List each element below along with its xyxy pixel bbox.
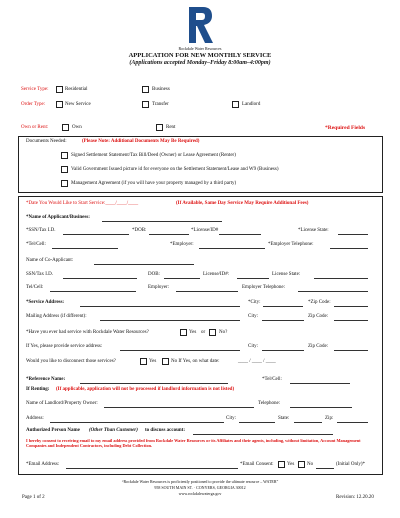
prior-service-label: *Have you ever had service with Rockdale Water Resources? — [26, 330, 149, 335]
email-consent-yes-label: Yes — [287, 462, 295, 467]
business-label: Business — [152, 87, 170, 92]
landlord-label: Landlord — [242, 102, 261, 107]
mailing-zip-input[interactable] — [334, 320, 368, 321]
coapplicant-name-input[interactable] — [94, 264, 194, 265]
authorized-paren: (Other Than Customer) — [89, 428, 138, 433]
co-employer-label: Employer: — [148, 285, 170, 290]
landlord-address-input[interactable] — [50, 422, 224, 423]
license-input[interactable] — [219, 234, 261, 235]
reference-tel-input[interactable] — [290, 383, 350, 384]
tel-label: *Tel/Cell: — [26, 242, 46, 247]
prior-city-input[interactable] — [262, 350, 304, 351]
service-address-label: *Service Address: — [26, 300, 65, 305]
co-dob-label: DOB: — [148, 272, 160, 277]
license-label: *License/ID# — [191, 228, 219, 233]
landlord-tel-input[interactable] — [290, 407, 352, 408]
service-zip-input[interactable] — [334, 306, 368, 307]
co-tel-input[interactable] — [50, 291, 136, 292]
mailing-address-label: Mailing Address (if different): — [26, 314, 87, 319]
authorized-label: Authorized Person Name — [26, 428, 80, 433]
prior-yes-checkbox[interactable] — [180, 329, 187, 336]
disconnect-yes-checkbox[interactable] — [140, 358, 147, 365]
email-consent-label: *Email Consent: — [240, 462, 274, 467]
ssn-label: *SSN/Tax I.D. — [26, 228, 56, 233]
co-dob-input[interactable] — [164, 278, 200, 279]
reference-tel-label: *Tel/Cell: — [262, 377, 282, 382]
employer-tel-label: *Employer Telephone: — [268, 242, 314, 247]
landlord-city-input[interactable] — [239, 422, 275, 423]
new-service-label: New Service — [65, 102, 91, 107]
service-city-input[interactable] — [263, 306, 303, 307]
landlord-zip-input[interactable] — [337, 422, 368, 423]
email-consent-no-label: No — [307, 462, 314, 467]
doc-id-checkbox[interactable] — [61, 166, 68, 173]
reference-name-input[interactable] — [80, 383, 228, 384]
documents-label: Documents Needed: — [26, 139, 67, 144]
prior-no-label: No? — [219, 330, 228, 335]
footer-website: www.rockdalewaterga.gov — [178, 491, 222, 496]
prior-zip-label: Zip Code: — [308, 344, 329, 349]
disconnect-no-checkbox[interactable] — [162, 358, 169, 365]
ssn-input[interactable] — [63, 234, 129, 235]
landlord-name-label: Name of Landlord/Property Owner: — [26, 401, 98, 406]
business-checkbox[interactable] — [142, 86, 149, 93]
service-zip-label: *Zip Code: — [308, 300, 331, 305]
landlord-state-label: State: — [278, 416, 290, 421]
email-input[interactable] — [66, 468, 238, 469]
applicant-name-label: *Name of Applicant/Business: — [26, 215, 90, 220]
applicant-name-input[interactable] — [102, 221, 222, 222]
page-number: Page 1 of 2 — [22, 495, 45, 500]
landlord-address-label: Address: — [26, 416, 44, 421]
service-city-label: *City: — [248, 300, 261, 305]
co-ssn-label: SSN/Tax I.D. — [26, 272, 54, 277]
residential-label: Residential — [65, 87, 88, 92]
doc-settlement-label: Signed Settlement Statement/Tax Bill/Deed (Owner) or Lease Agreement (Renter) — [71, 153, 236, 158]
co-license-label: License/ID#: — [203, 272, 230, 277]
mailing-address-input[interactable] — [100, 320, 240, 321]
co-ssn-input[interactable] — [63, 278, 137, 279]
disconnect-label: Would you like to disconnect those services? — [26, 359, 116, 364]
disconnect-date-input[interactable]: ____ / ____ / ____ — [238, 359, 276, 364]
dob-label: *DOB: — [132, 228, 147, 233]
own-label: Own — [72, 125, 82, 130]
landlord-name-input[interactable] — [104, 407, 254, 408]
order-type-label: Order Type: — [21, 102, 46, 107]
residential-checkbox[interactable] — [56, 86, 63, 93]
prior-or-label: or — [201, 330, 206, 335]
rent-checkbox[interactable] — [156, 124, 163, 131]
co-employer-tel-input[interactable] — [298, 291, 368, 292]
page-title: APPLICATION FOR NEW MONTHLY SERVICE — [128, 52, 272, 59]
disconnect-yes-label: Yes — [149, 359, 157, 364]
footer-address: 958 SOUTH MAIN ST. · CONYERS, GEORGIA 30012 — [154, 485, 246, 490]
authorized-end: to discuss account: — [145, 428, 186, 433]
start-date-field[interactable]: *Date You Would Like to Start Service:____/____/____ — [26, 201, 139, 206]
employer-input[interactable] — [199, 248, 265, 249]
prior-yes-label: Yes — [189, 330, 197, 335]
landlord-checkbox[interactable] — [232, 101, 239, 108]
own-checkbox[interactable] — [62, 124, 69, 131]
landlord-zip-label: Zip: — [325, 416, 334, 421]
doc-id-label: Valid Government Issued picture id for everyone on the Settlement Statement/Lease and W9 (Business) — [71, 167, 279, 172]
service-address-input[interactable] — [80, 306, 240, 307]
rent-label: Rent — [166, 125, 176, 130]
prior-zip-input[interactable] — [334, 350, 368, 351]
own-rent-label: Own or Rent: — [21, 125, 49, 130]
coapplicant-name-label: Name of Co-Applicant: — [26, 258, 74, 263]
employer-label: *Employer: — [170, 242, 194, 247]
co-tel-label: Tel/Cell: — [26, 285, 44, 290]
mailing-city-label: City: — [248, 314, 259, 319]
authorized-input[interactable] — [193, 434, 333, 435]
prior-no-checkbox[interactable] — [209, 329, 216, 336]
co-license-input[interactable] — [237, 278, 269, 279]
documents-note: (Please Note: Additional Documents May Be Required) — [82, 139, 200, 144]
email-consent-yes-checkbox[interactable] — [278, 461, 285, 468]
license-state-input[interactable] — [338, 234, 368, 235]
co-employer-input[interactable] — [176, 291, 238, 292]
prior-city-label: City: — [248, 344, 259, 349]
transfer-label: Transfer — [152, 102, 169, 107]
if-renting-label: If Renting: — [26, 387, 50, 392]
employer-tel-input[interactable] — [330, 248, 368, 249]
disconnect-no-label: No If Yes, on what date: — [171, 359, 220, 364]
license-state-label: *License State: — [298, 228, 329, 233]
co-employer-tel-label: Employer Telephone: — [242, 285, 286, 290]
start-date-note: (If Available, Same Day Service May Require Additional Fees) — [176, 201, 309, 206]
transfer-checkbox[interactable] — [142, 101, 149, 108]
doc-management-label: Management Agreement (if you will have your property managed by a third party) — [71, 181, 237, 186]
company-name: Rockdale Water Resources — [178, 46, 222, 51]
doc-management-checkbox[interactable] — [61, 180, 68, 187]
doc-settlement-checkbox[interactable] — [61, 152, 68, 159]
dob-input[interactable] — [149, 234, 189, 235]
new-service-checkbox[interactable] — [56, 101, 63, 108]
footer-tagline: “Rockdale Water Resources is proficiently positioned to provide the ultimate resource – WATER” — [121, 479, 279, 484]
prior-address-label: If Yes, please provide service address: — [26, 344, 103, 349]
email-consent-no-checkbox[interactable] — [298, 461, 305, 468]
landlord-state-input[interactable] — [294, 422, 322, 423]
co-license-state-input[interactable] — [314, 278, 368, 279]
if-renting-note: (If applicable, application will not be processed if landlord information is not listed) — [56, 387, 235, 392]
service-type-label: Service Type: — [21, 87, 49, 92]
mailing-city-input[interactable] — [262, 320, 304, 321]
company-logo — [186, 5, 214, 45]
page-subtitle: (Applications accepted Monday–Friday 8:00am–4:00pm) — [129, 60, 271, 66]
initial-only-label: (Initial Only)* — [336, 462, 366, 467]
mailing-zip-label: Zip Code: — [308, 314, 329, 319]
required-fields-note: *Required Fields — [325, 125, 366, 131]
landlord-tel-label: Telephone: — [258, 401, 281, 406]
email-label: *Email Address: — [26, 462, 60, 467]
email-consent-text: I hereby consent to receiving email to my email address provided from Rockdale Water Resources or its Affiliates and their agents, including, without limitation, Account Management Companies and Independent Contractors, including Debt Collection. — [26, 438, 361, 449]
reference-name-label: *Reference Name: — [26, 377, 66, 382]
prior-address-input[interactable] — [120, 350, 240, 351]
email-initial-input[interactable] — [316, 468, 334, 469]
tel-input[interactable] — [52, 248, 118, 249]
landlord-city-label: City: — [226, 416, 237, 421]
revision: Revision: 12.20.20 — [336, 495, 374, 500]
co-license-state-label: License State: — [272, 272, 301, 277]
